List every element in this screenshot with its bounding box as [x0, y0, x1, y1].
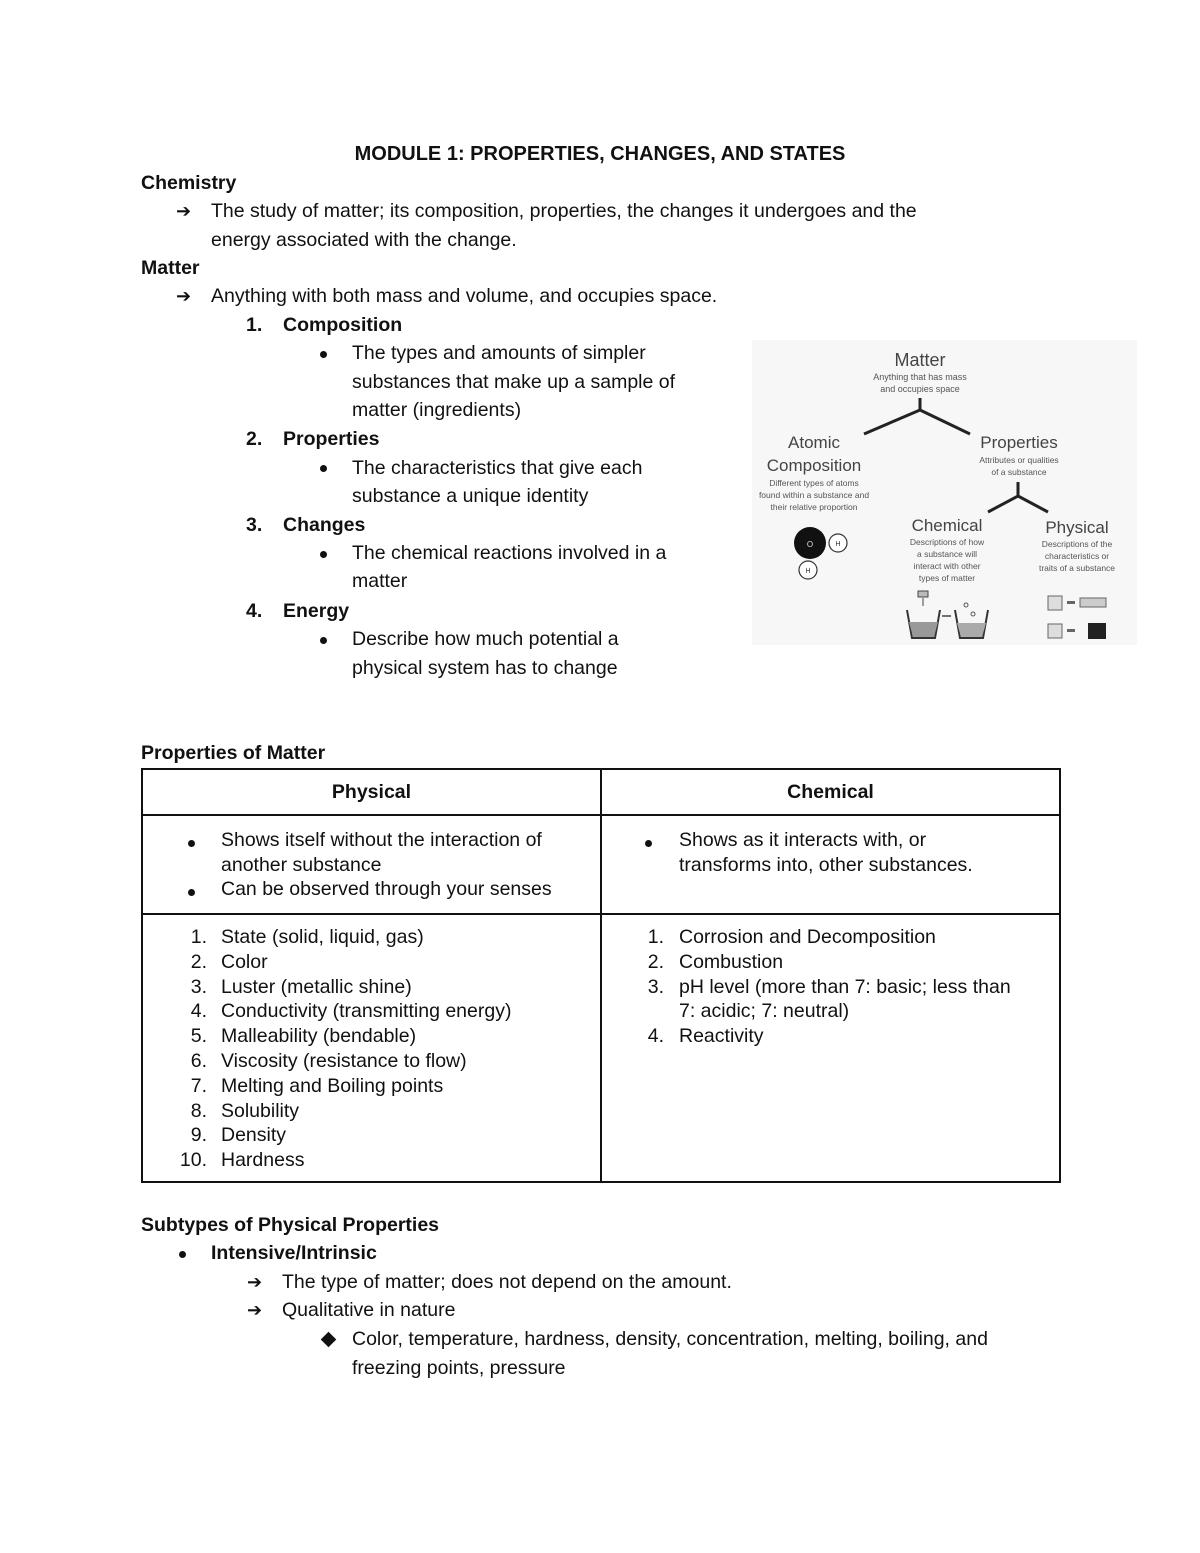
physical-list-item: Malleability (bendable)	[221, 1025, 417, 1047]
chemistry-heading: Chemistry	[141, 172, 237, 194]
atom-h-label: H	[805, 568, 811, 575]
arrow-icon: ➔	[247, 1300, 263, 1320]
physical-list-item: Melting and Boiling points	[221, 1075, 444, 1097]
chemical-list-cell	[601, 914, 1060, 1182]
physical-list-item: Conductivity (transmitting energy)	[221, 1000, 512, 1022]
diagram-atomic-title1: Atomic	[788, 433, 840, 452]
properties-desc-line1: The characteristics that give each	[352, 457, 643, 479]
intensive-point: Qualitative in nature	[282, 1299, 456, 1321]
atom-o-label: O	[806, 540, 814, 549]
physical-bullet-line: another substance	[221, 854, 382, 876]
composition-label: Composition	[283, 314, 403, 336]
diagram-matter-title: Matter	[894, 350, 946, 370]
physical-list-item: Luster (metallic shine)	[221, 976, 412, 998]
physical-list-item: Color	[221, 951, 268, 973]
tablet-icon	[918, 591, 928, 597]
equals-icon	[1067, 629, 1075, 632]
changes-desc-line2: matter	[352, 570, 408, 592]
diagram-physical-sub2: characteristics or	[1044, 551, 1110, 561]
physical-bullet-line: Shows itself without the interaction of	[221, 829, 542, 851]
list-number: 10.	[179, 1149, 207, 1171]
properties-label: Properties	[283, 428, 380, 450]
properties-of-matter-heading: Properties of Matter	[141, 742, 326, 764]
table-header-physical: Physical	[142, 769, 601, 815]
properties-table	[141, 768, 1061, 1183]
list-number: 4.	[647, 1025, 664, 1047]
matter-heading: Matter	[141, 257, 200, 279]
chemical-description-cell	[601, 815, 1060, 914]
diagram-chemical-sub1: Descriptions of how	[909, 537, 985, 547]
diamond-bullet-icon	[321, 1332, 337, 1348]
subtypes-heading: Subtypes of Physical Properties	[141, 1214, 440, 1236]
chemical-list-item: pH level (more than 7: basic; less than	[679, 976, 1011, 998]
list-number: 2.	[190, 951, 207, 973]
physical-list-item: Viscosity (resistance to flow)	[221, 1050, 467, 1072]
list-number: 1.	[246, 314, 263, 336]
diagram-atomic-title2: Composition	[766, 456, 862, 475]
bullet-icon	[320, 637, 327, 644]
diagram-chemical-sub4: types of matter	[918, 573, 976, 583]
composition-desc-line3: matter (ingredients)	[352, 399, 522, 421]
chemical-list-item: Reactivity	[679, 1025, 764, 1047]
bullet-icon	[320, 465, 327, 472]
chemical-bullet-line: Shows as it interacts with, or	[679, 829, 927, 851]
examples-line1: Color, temperature, hardness, density, concentration, melting, boiling, and	[352, 1328, 988, 1350]
list-number: 9.	[190, 1124, 207, 1146]
physical-description-cell	[142, 815, 601, 914]
page-title: MODULE 1: PROPERTIES, CHANGES, AND STATES	[354, 143, 846, 165]
physical-list-item: Solubility	[221, 1100, 300, 1122]
composition-desc-line1: The types and amounts of simpler	[352, 342, 646, 364]
diagram-matter-sub2: and occupies space	[880, 384, 960, 394]
bullet-icon	[179, 1251, 186, 1258]
list-number: 8.	[190, 1100, 207, 1122]
bullet-icon	[320, 351, 327, 358]
changes-label: Changes	[283, 514, 366, 536]
list-number: 3.	[647, 976, 664, 998]
diagram-physical-title: Physical	[1045, 518, 1109, 537]
arrow-icon: ➔	[176, 286, 192, 306]
beaker-liquid-icon	[909, 622, 938, 637]
flat-block-icon	[1080, 598, 1106, 607]
diagram-physical-sub1: Descriptions of the	[1041, 539, 1113, 549]
composition-desc-line2: substances that make up a sample of	[352, 371, 676, 393]
table-header-chemical: Chemical	[601, 769, 1060, 815]
list-number: 2.	[647, 951, 664, 973]
diagram-atomic-sub1: Different types of atoms	[769, 478, 859, 488]
list-number: 6.	[190, 1050, 207, 1072]
physical-list-item: Density	[221, 1124, 287, 1146]
diagram-chemical-title: Chemical	[911, 516, 983, 535]
cube-icon	[1048, 624, 1062, 638]
list-number: 5.	[190, 1025, 207, 1047]
physical-list-item: State (solid, liquid, gas)	[221, 926, 424, 948]
matter-definition: Anything with both mass and volume, and occupies space.	[211, 285, 718, 307]
list-number: 3.	[246, 514, 263, 536]
beaker-liquid-icon	[957, 623, 986, 637]
matter-diagram	[752, 340, 1137, 645]
physical-list-item: Hardness	[221, 1149, 305, 1171]
energy-desc-line1: Describe how much potential a	[352, 628, 619, 650]
cube-icon	[1048, 596, 1062, 610]
list-number: 4.	[246, 600, 263, 622]
list-number: 7.	[190, 1075, 207, 1097]
diagram-atomic-sub2: found within a substance and	[758, 490, 870, 500]
diagram-properties-title: Properties	[980, 433, 1058, 452]
diagram-properties-sub1: Attributes or qualities	[979, 455, 1059, 465]
list-number: 2.	[246, 428, 263, 450]
equals-icon	[1067, 601, 1075, 604]
chemical-list-item: 7: acidic; 7: neutral)	[679, 1000, 850, 1022]
list-number: 4.	[190, 1000, 207, 1022]
bullet-icon	[320, 551, 327, 558]
diagram-atomic-sub3: their relative proportion	[770, 502, 858, 512]
chemistry-definition-line1: The study of matter; its composition, properties, the changes it undergoes and the	[211, 200, 917, 222]
energy-desc-line2: physical system has to change	[352, 657, 618, 679]
chemical-bullet-line: transforms into, other substances.	[679, 854, 973, 876]
diagram-matter-sub1: Anything that has mass	[873, 372, 967, 382]
diagram-properties-sub2: of a substance	[991, 467, 1047, 477]
arrow-icon: ➔	[247, 1272, 263, 1292]
list-number: 1.	[190, 926, 207, 948]
chemical-list-item: Corrosion and Decomposition	[679, 926, 936, 948]
dark-cube-icon	[1088, 623, 1106, 639]
properties-desc-line2: substance a unique identity	[352, 485, 589, 507]
energy-label: Energy	[283, 600, 350, 622]
bullet-icon	[645, 840, 652, 847]
list-number: 3.	[190, 976, 207, 998]
diagram-chemical-sub3: interact with other	[913, 561, 981, 571]
bullet-icon	[188, 840, 195, 847]
bullet-icon	[188, 889, 195, 896]
list-number: 1.	[647, 926, 664, 948]
chemical-list-item: Combustion	[679, 951, 784, 973]
atom-h-label: H	[835, 541, 841, 548]
arrow-icon: ➔	[176, 201, 192, 221]
changes-desc-line1: The chemical reactions involved in a	[352, 542, 667, 564]
intensive-point: The type of matter; does not depend on the amount.	[282, 1271, 732, 1293]
chemistry-definition-line2: energy associated with the change.	[211, 229, 517, 251]
diagram-chemical-sub2: a substance will	[916, 549, 978, 559]
physical-list-cell	[142, 914, 601, 1182]
physical-bullet-line: Can be observed through your senses	[221, 878, 552, 900]
examples-line2: freezing points, pressure	[352, 1357, 566, 1379]
intensive-label: Intensive/Intrinsic	[211, 1242, 377, 1264]
diagram-physical-sub3: traits of a substance	[1038, 563, 1116, 573]
